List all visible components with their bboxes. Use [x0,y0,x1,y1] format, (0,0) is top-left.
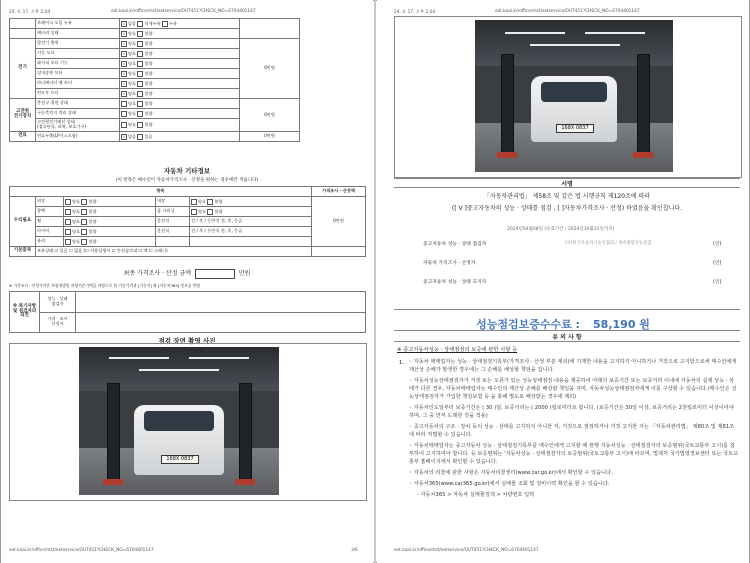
option-label: 불량 [144,50,153,56]
option-label: 양호 [128,60,137,66]
option-label: 불량 [214,198,223,204]
inspector-label: 자동차 가격조사 · 산정자 [423,261,476,266]
option-label: 불량 [88,218,97,224]
option-label: 불량 [144,100,153,106]
option-label: 양호 [128,40,137,46]
option-label: 양호 [72,238,81,244]
checkbox[interactable] [137,61,143,67]
hv-label: 고전원 전기장치 [10,99,36,132]
table-row [10,19,300,29]
checkbox[interactable] [137,31,143,37]
repair-item: 외장 [36,197,64,207]
notes-number: 1. [399,360,405,366]
opinion-inspector: 성능 · 상태 점검자 [40,292,76,313]
check-item: 라디에이터 팬 모터 [36,79,120,89]
page-divider [374,0,376,563]
option-label: 불량 [144,30,153,36]
header-date: 24. 4. 17. 오후 2:04 [9,10,51,15]
check-item: 와이퍼 모터 기능 [36,59,120,69]
option-label: 양호 [72,218,81,224]
check-item: 배터리 상태 [36,29,120,39]
note-item: ◦ 자동차인도일부터 보증기간은 ( 30 )일, 보증거리는 ( 2000 )킬로미터로 합니다. (보증기간은 30일 이상, 보증거리는 2천킬로미터 이상이어야 하며, 그 중 먼저 도래한 것을 적용) [409,405,734,419]
header-url-right[interactable]: ext.kaai.kr/office/mst/extservice/OUT451?CHECK_NO=6704401147 [495,9,640,14]
header-date-right: 24. 4. 17. 오후 2:04 [394,10,436,15]
repair-item: 타이어 [36,227,64,237]
final-price-box[interactable] [195,269,235,279]
option-label: 양호 [72,198,81,204]
sign-title: 서명 [561,181,573,188]
option-label: 양호 [72,208,81,214]
note-item: ◦ 자동차성능상태점검자가 거짓 또는 오류가 있는 성능상태점검 내용을 제공하여 아래의 보증기간 또는 보증거리 이내에 자동차의 실제 성능 · 상태가 다른 경우, 자동차매매업자는 매수인의 재산상 손해를 배상할 책임을 지며, 자동차성능상태점검자에게 이를 구상할 수 있습니다.(매수인은 성능상태점검자가 가입한 책임보험 등 을 통해 별도로 배상받는 경우에 제외) [409,378,737,400]
notes-title: 유 의 사 항 [552,334,582,341]
checkbox[interactable] [81,219,87,225]
notes-list [409,358,739,502]
checkbox[interactable] [137,111,143,117]
seal-mark: (인) [713,242,722,247]
inspection-photo-right [475,20,673,172]
option-label: 양호 [128,80,137,86]
option-label: 불량 [144,40,153,46]
price-note: ※ 가격조사 · 산정가격은 보험개발원 차량기준가액을 바탕으로 한 기준가격과 [기준서] 와 [자동차365] 정보를 반영 [9,283,200,288]
option-label: 불량 [144,110,153,116]
option-label: 있음 [144,133,153,139]
option-label: 양호 [128,90,137,96]
checkbox[interactable] [121,122,127,128]
checkbox[interactable] [121,111,127,117]
seal-mark: (인) [713,280,722,285]
note-item: ◦ 자동차365(www.car365.go.kr)에서 실매물 조회 및 정비이력 확인을 할 수 있습니다. [409,481,610,487]
notes-subtitle: ※ 중고자동차성능 · 상태점검의 보증에 관한 사항 등 [397,347,518,353]
checkbox[interactable] [121,101,127,107]
note-item: - 자동차365 > 자동차 실매물검색 > 차량번호 입력 [417,492,535,498]
other-info-title: 자동차 기타정보 [163,167,211,175]
option-label: 양호 [198,208,207,214]
fee-value: 58,190 원 [593,318,650,331]
option-label: 불량 [144,70,153,76]
checkbox[interactable] [81,239,87,245]
final-price-label: 최종 가격조사 · 산정 금액 [123,270,192,277]
other-info-table [9,186,366,257]
check-item: 구동축전지 격리 상태 [36,109,120,119]
checkbox[interactable] [137,81,143,87]
checkbox[interactable] [65,239,71,245]
fuel-label: 연료 [10,132,36,142]
checkbox[interactable] [137,134,143,140]
option-label: 양호 [198,198,207,204]
check-item: 발전기 출력 [36,39,120,49]
option-label: 불량 [88,208,97,214]
option-label: 양호 [128,122,137,127]
checkbox[interactable] [65,229,71,235]
final-price-unit: 만원 [238,270,251,277]
opinion-inspector-field[interactable] [76,292,366,313]
checkbox[interactable] [191,209,197,215]
checkbox[interactable] [207,209,213,215]
footer-url[interactable]: ext.kaai.kr/office/mst/extservice/OUT451?CHECK_NO=6704401147 [9,548,154,553]
check-item: 실내송풍 모터 [36,69,120,79]
inspector-label: 중고자동차 성능 · 상태 고지자 [423,280,487,285]
option-label: 불량 [144,90,153,96]
check-item: 시동 모터 [36,49,120,59]
col-item: 항목 [10,187,312,197]
check-item: 고전원전기배선 상태 (접속단자, 피복, 보호기구) [36,119,120,132]
note-item: ◦ 자동차의 리콜에 관한 사항은 자동차리콜센터(www.car.go.kr)에서 확인할 수 있습니다. [409,470,613,476]
plate-left: 168X 0837 [161,455,199,464]
checkbox[interactable] [81,209,87,215]
option-label: 불량 [144,80,153,86]
repair-item: 운전석 [156,217,190,227]
inspection-photo-left [79,347,279,495]
inspector-value: (사)한국자동차기술인협회 / 정비종합성능점검 [565,241,652,246]
basic-label: 기본품목 [10,247,36,257]
repair-label: 수리필요 [10,197,36,247]
confirm-line: ([ V ]중고자동차의 성능 · 상태를 점검 , [ ]자동차가격조사 · 산정) 하였음을 확인합니다. [451,205,683,212]
checkbox[interactable] [137,71,143,77]
repair-item: 광택 [36,207,64,217]
option-label: 불량 [88,238,97,244]
checkbox[interactable]: ✓ [122,90,126,96]
opinion-label: ※ 특기사항 및 점검자의 의견 [10,292,40,333]
option-label: 없음 [128,133,137,139]
checkbox[interactable] [137,41,143,47]
repair-extra: 전 / 후 / 동반석 전, 후, 응급 [191,218,243,224]
elec-label: 전기 [10,39,36,99]
checkbox[interactable] [137,122,143,128]
hv-price: 0만원 [240,99,300,132]
checkbox[interactable] [191,199,197,205]
checkbox[interactable] [207,199,213,205]
fuel-price: 0만원 [240,132,300,142]
check-item: 연료누출(LP가스포함) [36,132,120,142]
left-page [1,0,373,563]
table-row [10,132,300,142]
checkbox[interactable]: ✓ [122,70,126,76]
checkbox[interactable] [65,209,71,215]
other-info-note: (이 항목은 매수인이 자동차가격조사 · 산정을 원하는 경우에만 적습니다) [115,178,259,183]
option-label: 불량 [88,198,97,204]
date-line: 2024년04월08일 (유효기간 : 2024년10월31일까지) [507,227,615,232]
table-row [10,39,300,49]
right-page [377,0,749,563]
repair-item: 휠 [36,217,64,227]
repair-price: 0만원 [312,197,366,247]
inspector-label: 중고자동차 성능 · 상태 점검자 [423,242,487,247]
note-item: ◦ 자동차 매매업자는 성능 · 상태점검기록부(가격조사 · 산정 부분 제외)에 기재한 내용을 고지하지 아니하거나 거짓으로 고지함으로써 매수인에게 재산상 손해가 발생한 경우에는 그 손해를 배상할 책임을 집니다. [409,359,737,373]
option-label: 불량 [144,60,153,66]
option-label: 미세누유 [144,20,161,26]
option-label: 양호 [128,110,137,116]
checkbox[interactable] [137,21,143,27]
checkbox[interactable] [137,91,143,97]
checkbox[interactable] [81,229,87,235]
footer-url-right[interactable]: ext.kaai.kr/office/mst/extservice/OUT451?CHECK_NO=6704401147 [394,548,539,553]
repair-item: 운전석 [156,227,190,237]
note-item: ◦ 자동차매매업자는 중고자동차 성능 · 상태점검기록부를 매수인에게 고지할 때 현행 자동차성능 · 상태점검자의 보증범위(국토교통부 고시)를 첨부하여 고지하여야 합니다. 등 보증범위는 '자동차성능 · 상태점검자의 보증범위(국토교통부 고시)에 따르며, 법제처 국가법령정보센터 또는 국토교통부 홈페이지에서 확인할 수 있습니다. [409,443,739,465]
col-price: 가격조사 · 산정액 [312,187,366,197]
repair-item [156,237,190,247]
option-label: 누유 [168,20,178,26]
checkbox[interactable] [137,101,143,107]
check-item: 충전구 절연 상태 [36,99,120,109]
checkbox[interactable]: ✓ [122,30,126,36]
footer-page: 3/6 [351,548,358,553]
checkbox[interactable]: ✓ [122,50,126,56]
checkbox[interactable]: ✓ [122,60,126,66]
final-price-row [1,268,373,279]
option-label: 불량 [214,208,223,214]
repair-item: 내장 [156,197,190,207]
option-label: 양호 [128,50,137,56]
opinion-appraiser: 가격 · 조사 산정자 [40,312,76,333]
plate-right: 168X 0837 [556,124,594,133]
note-item: ◦ 중고자동차의 구조 · 장치 등의 성능 · 상태를 고지하지 아니한 자, 거짓으로 점검하거나 거짓 고지한 자는 「자동차관리법」 제80조 및 제81조에 따라 처벌할 수 있습니다. [409,424,735,438]
basic-row: 보유상태 ☐ 있음 ☐ 없음 (☐ 사용설명서 ☐ 안전삼각대 ☐ 잭 ☐ 스패너) [36,247,312,257]
option-label: 양호 [128,100,137,106]
option-label: 양호 [72,228,81,234]
photo-title: 점검 장면 촬영 사진 [158,337,216,345]
opinion-table [9,291,366,333]
checkbox[interactable] [81,199,87,205]
checkbox[interactable]: ✓ [122,20,126,26]
checkbox[interactable]: ✓ [122,40,126,46]
header-url[interactable]: ext.kaai.kr/office/mst/extservice/OUT451?CHECK_NO=6704401147 [111,9,256,14]
check-item: 브레이크 오일 누유 [36,19,120,29]
option-label: 양호 [128,30,137,36]
table-row [10,197,366,207]
electrical-table [9,18,300,142]
checkbox[interactable] [162,21,168,27]
checkbox[interactable] [65,219,71,225]
fee-label: 성능점검보증수수료 : [476,318,580,331]
elec-price: 0만원 [240,39,300,99]
check-item: 윈도우 모터 [36,89,120,99]
law-line: 「자동차관리법」 제58조 및 같은 법 시행규칙 제120조에 따라 [483,193,651,200]
repair-item: 룸 크리닝 [156,207,190,217]
option-label: 없음 [128,20,137,26]
option-label: 불량 [144,122,153,127]
option-label: 양호 [128,70,137,76]
checkbox[interactable] [65,199,71,205]
checkbox[interactable]: ✓ [122,80,126,86]
seal-mark: (인) [713,261,722,266]
opinion-appraiser-field[interactable] [76,312,366,333]
checkbox[interactable] [137,51,143,57]
repair-item: 유리 [36,237,64,247]
checkbox[interactable]: ✓ [122,133,126,139]
repair-extra: 전 / 후 / 동반석 전, 후, 응급 [191,228,243,234]
option-label: 불량 [88,228,97,234]
table-row [10,99,300,109]
